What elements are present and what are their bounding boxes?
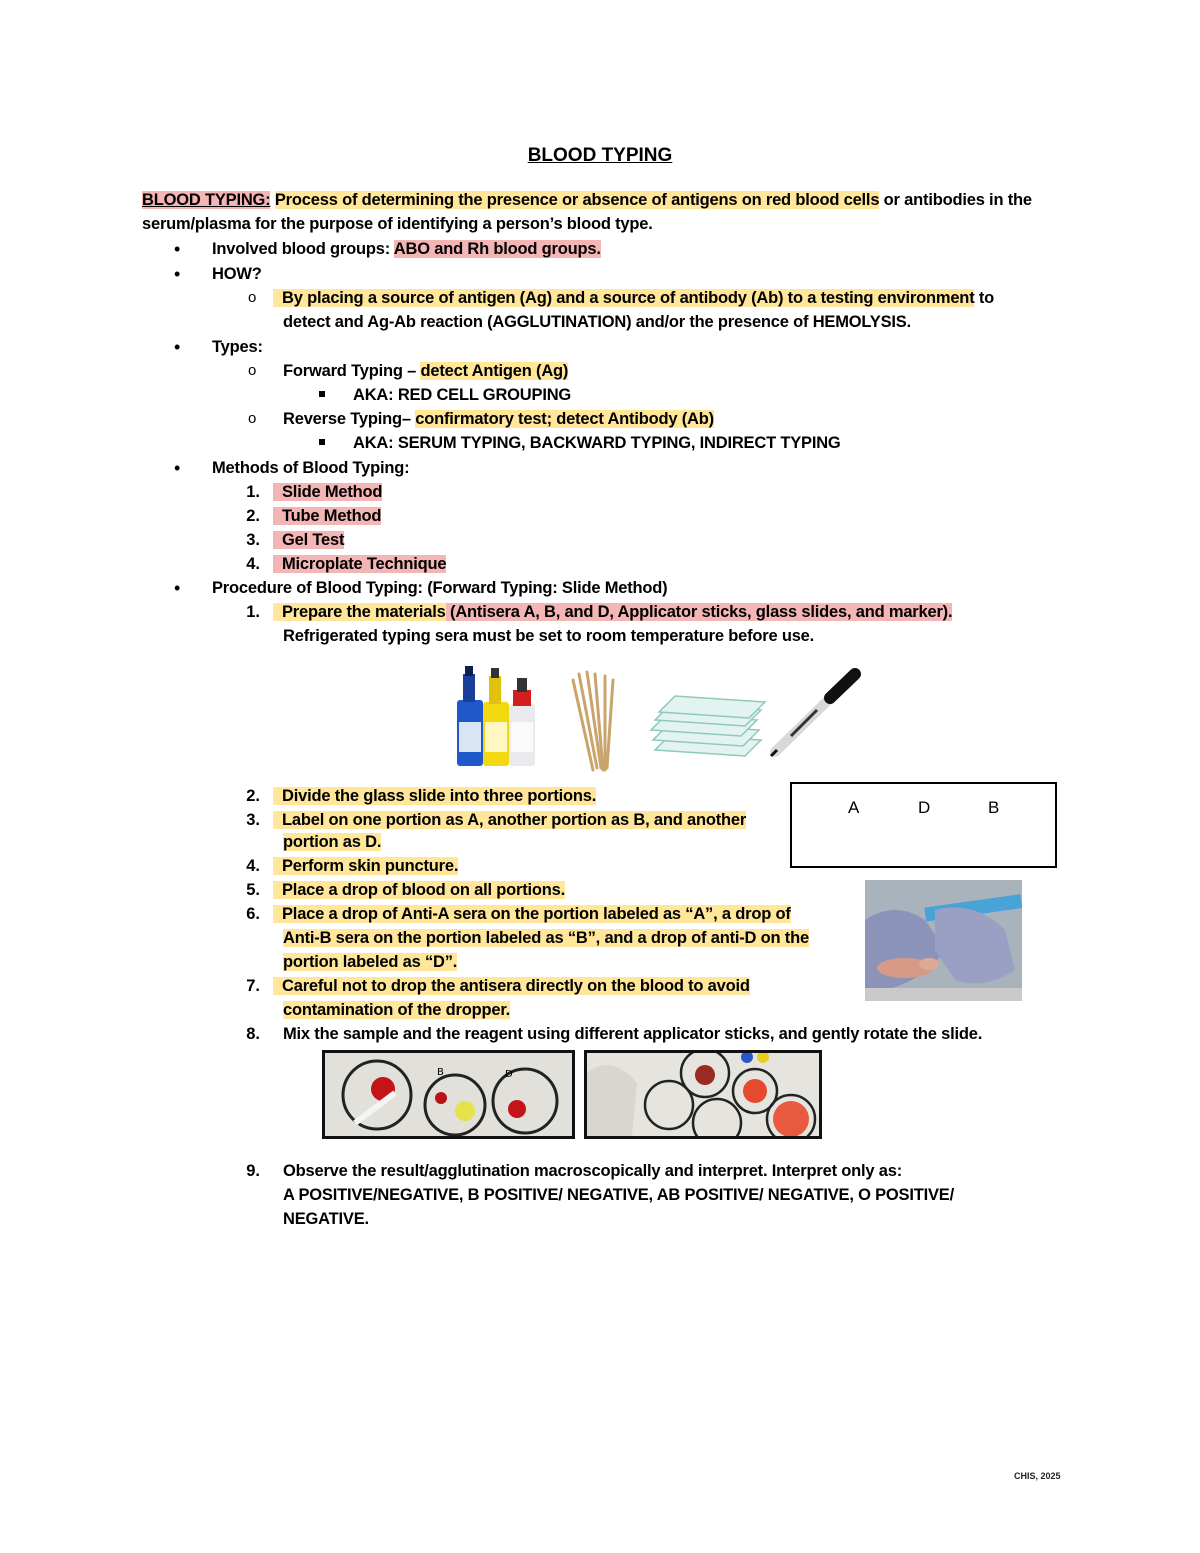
bullet-icon: • (174, 578, 181, 598)
step-number: 9. (246, 1162, 260, 1180)
method-number: 1. (246, 483, 260, 501)
mixing-photo-1 (322, 1050, 575, 1139)
method-item: Slide Method (273, 481, 382, 503)
photo-label-b: B (437, 1067, 444, 1078)
bullet-icon: • (174, 458, 181, 478)
square-bullet-icon (319, 439, 325, 445)
method-number: 2. (246, 507, 260, 525)
definition-highlight: Process of determining the presence or absence of antigens on red blood cells (274, 191, 880, 209)
square-bullet-icon (319, 391, 325, 397)
how-detail-2: detect and Ag-Ab reaction (AGGLUTINATION) and/or the presence of HEMOLYSIS. (283, 313, 911, 331)
step-9-cont-2: NEGATIVE. (283, 1210, 369, 1228)
procedure-heading: Procedure of Blood Typing: (Forward Typing: Slide Method) (212, 579, 668, 597)
method-item: Tube Method (273, 505, 381, 527)
step-number: 7. (246, 977, 260, 995)
skin-puncture-photo (865, 880, 1022, 1001)
step-9: Observe the result/agglutination macroscopically and interpret. Interpret only as: (283, 1162, 903, 1180)
step-number: 8. (246, 1025, 260, 1043)
step-1-note: Refrigerated typing sera must be set to room temperature before use. (283, 627, 815, 645)
forward-aka: AKA: RED CELL GROUPING (353, 386, 572, 404)
step-6: Place a drop of Anti-A sera on the portion labeled as “A”, a drop of (273, 903, 791, 925)
step-number: 5. (246, 881, 260, 899)
applicator-sticks-icon (573, 672, 613, 770)
definition-line-2: serum/plasma for the purpose of identifying a person’s blood type. (142, 215, 653, 233)
circle-bullet-icon: o (248, 362, 257, 379)
step-number: 1. (246, 603, 260, 621)
step-7-cont: contamination of the dropper. (283, 1001, 511, 1019)
mixing-photo-2 (584, 1050, 822, 1139)
forward-typing: Forward Typing – detect Antigen (Ag) (283, 362, 569, 380)
step-number: 2. (246, 787, 260, 805)
step-3-cont: portion as D. (283, 833, 382, 851)
bullet-icon: • (174, 264, 181, 284)
involved-groups-value: ABO and Rh blood groups. (393, 240, 601, 258)
slide-label-a: A (848, 798, 860, 817)
types-heading: Types: (212, 338, 263, 356)
step-8: Mix the sample and the reagent using different applicator sticks, and gently rotate the slide. (283, 1025, 983, 1043)
step-number: 3. (246, 811, 260, 829)
definition-term: BLOOD TYPING: (142, 191, 271, 209)
step-5: Place a drop of blood on all portions. (273, 879, 565, 901)
methods-heading: Methods of Blood Typing: (212, 459, 410, 477)
reverse-typing: Reverse Typing– confirmatory test; detect Antibody (Ab) (283, 410, 714, 428)
photo-label-d: D (505, 1069, 513, 1080)
glass-slides-icon (651, 696, 765, 756)
marker-icon (771, 674, 855, 756)
circle-bullet-icon: o (248, 289, 257, 306)
step-1: Prepare the materials (Antisera A, B, and D, Applicator sticks, glass slides, and marker). (273, 601, 952, 623)
step-2: Divide the glass slide into three portions. (273, 785, 596, 807)
slide-label-b: B (988, 798, 1000, 817)
step-6-cont-2: portion labeled as “D”. (283, 953, 458, 971)
circle-bullet-icon: o (248, 410, 257, 427)
bullet-icon: • (174, 239, 181, 259)
antisera-bottles-icon (457, 666, 535, 766)
step-9-cont-1: A POSITIVE/NEGATIVE, B POSITIVE/ NEGATIVE, AB POSITIVE/ NEGATIVE, O POSITIVE/ (283, 1186, 954, 1204)
bullet-icon: • (174, 337, 181, 357)
footer-text: CHIS, 2025 (1014, 1471, 1061, 1481)
slide-diagram (790, 782, 1057, 868)
method-number: 4. (246, 555, 260, 573)
definition-tail: or antibodies in the (879, 191, 1032, 209)
method-number: 3. (246, 531, 260, 549)
definition-line-1 (142, 189, 1032, 211)
reverse-aka: AKA: SERUM TYPING, BACKWARD TYPING, INDIRECT TYPING (353, 434, 841, 452)
step-3: Label on one portion as A, another portion as B, and another (273, 809, 746, 831)
step-7: Careful not to drop the antisera directly on the blood to avoid (273, 975, 750, 997)
how-heading: HOW? (212, 265, 262, 283)
how-detail-1: By placing a source of antigen (Ag) and a source of antibody (Ab) to a testing environment to (273, 287, 994, 309)
step-4: Perform skin puncture. (273, 855, 458, 877)
slide-label-d: D (918, 798, 931, 817)
step-number: 4. (246, 857, 260, 875)
page-title: BLOOD TYPING (527, 145, 673, 166)
involved-groups: Involved blood groups: ABO and Rh blood groups. (212, 240, 601, 258)
step-6-cont-1: Anti-B sera on the portion labeled as “B”, and a drop of anti-D on the (283, 929, 809, 947)
step-number: 6. (246, 905, 260, 923)
materials-image (445, 660, 865, 778)
method-item: Gel Test (273, 529, 344, 551)
method-item: Microplate Technique (273, 553, 446, 575)
